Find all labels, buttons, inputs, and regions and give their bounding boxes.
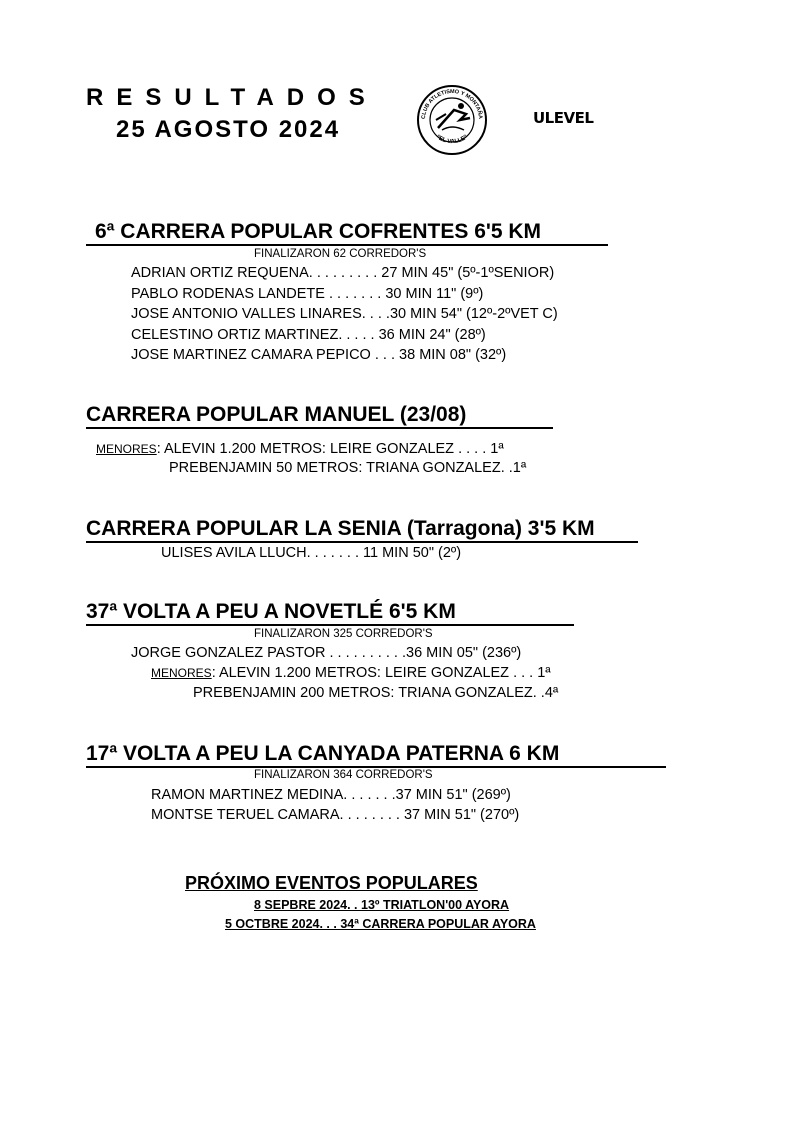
menores-label: MENORES (96, 442, 157, 456)
race3-result: ULISES AVILA LLUCH. . . . . . . 11 MIN 50" (2º) (161, 545, 462, 561)
page-title: RESULTADOS (86, 84, 378, 111)
race1-result-1: ADRIAN ORTIZ REQUENA. . . . . . . . . 27 MIN 45" (5º-1ºSENIOR) (131, 265, 555, 281)
race4-line-1-text: : ALEVIN 1.200 METROS: LEIRE GONZALEZ . . . 1ª (211, 665, 551, 681)
race4-line-1 (151, 664, 551, 682)
race1-finishers: FINALIZARON 62 CORREDOR'S (254, 248, 427, 260)
race4-finishers: FINALIZARON 325 CORREDOR'S (254, 628, 433, 640)
page-date: 25 AGOSTO 2024 (116, 116, 341, 143)
race2-line-1-text: : ALEVIN 1.200 METROS: LEIRE GONZALEZ . . . . 1ª (156, 441, 504, 457)
race5-result-1: RAMON MARTINEZ MEDINA. . . . . . .37 MIN 51" (269º) (151, 787, 511, 803)
race5-title: 17ª VOLTA A PEU LA CANYADA PATERNA 6 KM (86, 742, 666, 768)
upcoming-event-2: 5 OCTBRE 2024. . . 34ª CARRERA POPULAR AYORA (225, 917, 536, 931)
race1-result-5: JOSE MARTINEZ CAMARA PEPICO . . . 38 MIN 08" (32º) (131, 347, 507, 363)
logo-text-bottom: "EL VALLE" (434, 134, 470, 146)
race1-result-3: JOSE ANTONIO VALLES LINARES. . . .30 MIN 54" (12º-2ºVET C) (131, 306, 558, 322)
race2-line-2: PREBENJAMIN 50 METROS: TRIANA GONZALEZ. .1ª (169, 460, 527, 476)
race1-result-4: CELESTINO ORTIZ MARTINEZ. . . . . 36 MIN 24" (28º) (131, 327, 486, 343)
race5-result-2: MONTSE TERUEL CAMARA. . . . . . . . 37 MIN 51" (270º) (151, 807, 520, 823)
race3-title: CARRERA POPULAR LA SENIA (Tarragona) 3'5 KM (86, 517, 638, 543)
brand-logo: ULEVEL (533, 109, 594, 127)
club-logo (416, 84, 488, 156)
race4-line-2: PREBENJAMIN 200 METROS: TRIANA GONZALEZ. .4ª (193, 685, 559, 701)
race1-title: 6ª CARRERA POPULAR COFRENTES 6'5 KM (86, 220, 608, 246)
race4-title: 37ª VOLTA A PEU A NOVETLÉ 6'5 KM (86, 600, 574, 626)
menores-label: MENORES (151, 666, 212, 680)
race1-result-2: PABLO RODENAS LANDETE . . . . . . . 30 MIN 11" (9º) (131, 286, 484, 302)
upcoming-title: PRÓXIMO EVENTOS POPULARES (185, 873, 478, 893)
svg-text:"EL VALLE" (435, 134, 469, 145)
upcoming-event-1: 8 SEPBRE 2024. . 13º TRIATLON'00 AYORA (254, 898, 510, 912)
logo-text-top: CLUB ATLETISMO Y MONTAÑA (420, 88, 484, 120)
race2-title: CARRERA POPULAR MANUEL (23/08) (86, 403, 553, 429)
race5-finishers: FINALIZARON 364 CORREDOR'S (254, 769, 433, 781)
race2-line-1 (96, 440, 504, 458)
race4-result: JORGE GONZALEZ PASTOR . . . . . . . . . .36 MIN 05" (236º) (131, 645, 522, 661)
